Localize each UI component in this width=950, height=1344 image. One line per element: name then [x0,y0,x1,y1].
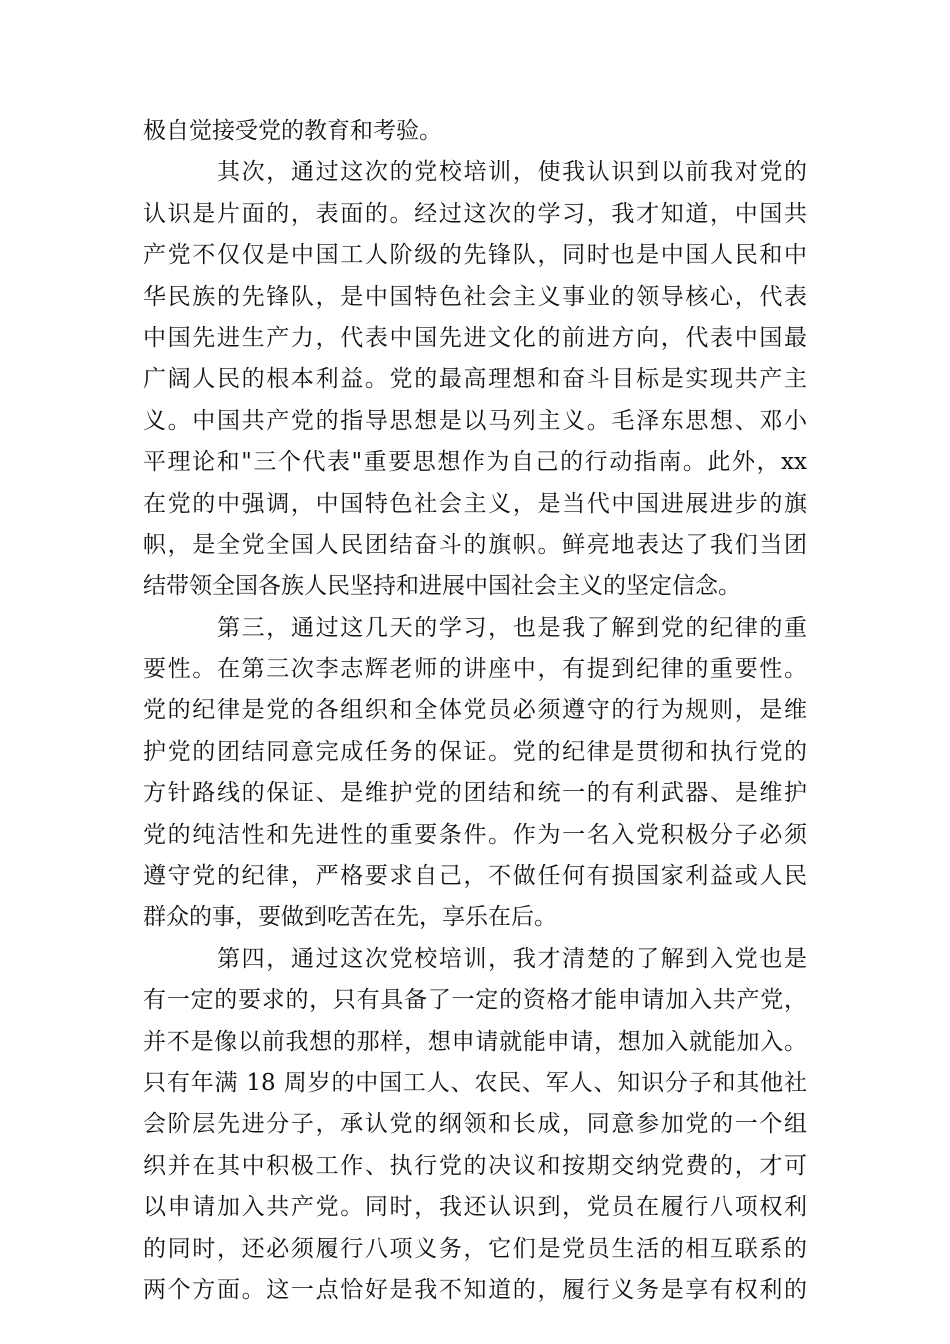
text-line: 广阔人民的根本利益。党的最高理想和奋斗目标是实现共产主 [143,366,807,393]
text-line: 极自觉接受党的教育和考验。 [143,118,442,144]
text-line: 两个方面。这一点恰好是我不知道的，履行义务是享有权利的 [143,1276,807,1303]
text-line: 并不是像以前我想的那样，想申请就能申请，想加入就能加入。 [143,1028,807,1055]
text-line: 以申请加入共产党。同时，我还认识到，党员在履行八项权利 [143,1194,807,1221]
text-line: 方针路线的保证、是维护党的团结和统一的有利武器、是维护 [143,780,807,807]
text-line: 的同时，还必须履行八项义务，它们是党员生活的相互联系的 [143,1235,807,1262]
paragraph [143,152,807,607]
text-line: 其次，通过这次的党校培训，使我认识到以前我对党的 [217,159,807,186]
text-line: 帜，是全党全国人民团结奋斗的旗帜。鲜亮地表达了我们当团 [143,531,807,558]
text-line: 第四，通过这次党校培训，我才清楚的了解到入党也是 [217,945,807,972]
text-line: 有一定的要求的，只有具备了一定的资格才能申请加入共产党， [143,987,807,1014]
text-line: 平理论和"三个代表"重要思想作为自己的行动指南。此外，xx [143,449,807,476]
paragraph [143,111,807,152]
text-line: 华民族的先锋队，是中国特色社会主义事业的领导核心，代表 [143,283,807,310]
text-line: 会阶层先进分子，承认党的纲领和长成，同意参加党的一个组 [143,1111,807,1138]
text-line: 要性。在第三次李志辉老师的讲座中，有提到纪律的重要性。 [143,656,807,683]
text-line: 党的纯洁性和先进性的重要条件。作为一名入党积极分子必须 [143,821,807,848]
text-line: 遵守党的纪律，严格要求自己，不做任何有损国家利益或人民 [143,863,807,890]
text-line: 认识是片面的，表面的。经过这次的学习，我才知道，中国共 [143,200,807,227]
text-line: 党的纪律是党的各组织和全体党员必须遵守的行为规则，是维 [143,697,807,724]
text-line: 织并在其中积极工作、执行党的决议和按期交纳党费的，才可 [143,1152,807,1179]
text-line: 群众的事，要做到吃苦在先，享乐在后。 [143,904,557,931]
text-line: 在党的中强调，中国特色社会主义，是当代中国进展进步的旗 [143,490,807,517]
document-body-text [143,111,807,1311]
text-line: 中国先进生产力，代表中国先进文化的前进方向，代表中国最 [143,324,807,351]
text-line: 护党的团结同意完成任务的保证。党的纪律是贯彻和执行党的 [143,738,807,765]
text-line: 结带领全国各族人民坚持和进展中国社会主义的坚定信念。 [143,573,741,600]
text-line: 第三，通过这几天的学习，也是我了解到党的纪律的重 [217,614,807,641]
text-line: 只有年满 18 周岁的中国工人、农民、军人、知识分子和其他社 [143,1069,807,1096]
paragraph [143,608,807,939]
paragraph [143,939,807,1312]
text-line: 义。中国共产党的指导思想是以马列主义。毛泽东思想、邓小 [143,407,807,434]
text-line: 产党不仅仅是中国工人阶级的先锋队，同时也是中国人民和中 [143,242,807,269]
